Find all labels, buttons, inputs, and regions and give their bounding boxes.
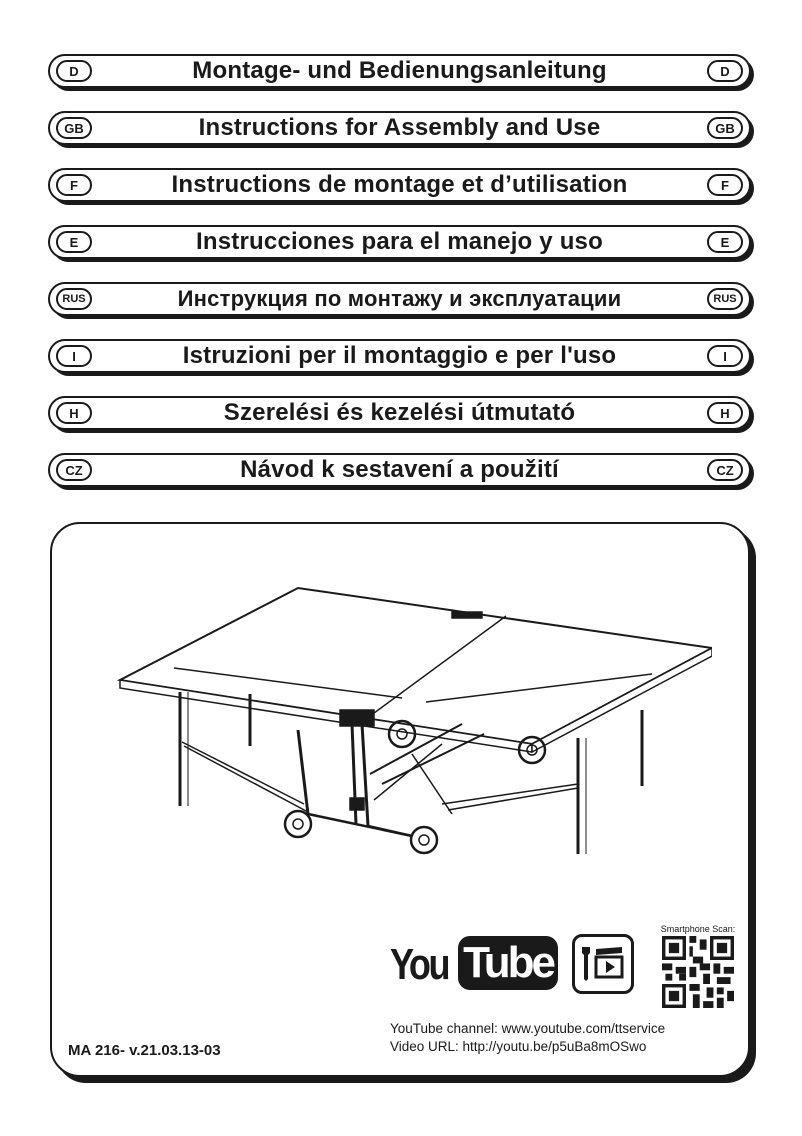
lang-title: Instructions de montage et d’utilisation bbox=[171, 171, 628, 198]
qr-scan-label: Smartphone Scan: bbox=[660, 924, 736, 934]
lang-badge-right: GB bbox=[707, 117, 743, 139]
tool-video-icon bbox=[572, 934, 634, 994]
lang-row-cz bbox=[48, 453, 751, 487]
wrench-clapperboard-icon bbox=[575, 937, 631, 991]
youtube-logo[interactable] bbox=[390, 936, 562, 990]
youtube-logo-tube: Tube bbox=[458, 936, 558, 990]
youtube-logo-you: You bbox=[390, 940, 449, 989]
lang-row-e bbox=[48, 225, 751, 259]
lang-badge-left: CZ bbox=[56, 459, 92, 481]
lang-badge-left: F bbox=[56, 174, 92, 196]
lang-row-i bbox=[48, 339, 751, 373]
product-panel bbox=[50, 522, 750, 1077]
lang-badge-right: CZ bbox=[707, 459, 743, 481]
lang-title: Instrucciones para el manejo y uso bbox=[196, 228, 603, 255]
lang-row-f bbox=[48, 168, 751, 202]
lang-title: Instructions for Assembly and Use bbox=[198, 114, 601, 141]
lang-badge-left: D bbox=[56, 60, 92, 82]
lang-badge-right: I bbox=[707, 345, 743, 367]
lang-badge-right: F bbox=[707, 174, 743, 196]
lang-badge-left: GB bbox=[56, 117, 92, 139]
lang-row-rus bbox=[48, 282, 751, 316]
qr-code-icon[interactable] bbox=[662, 936, 734, 1008]
youtube-video-url[interactable]: Video URL: http://youtu.be/p5uBa8mOSwo bbox=[390, 1039, 647, 1054]
lang-badge-right: E bbox=[707, 231, 743, 253]
document-code: MA 216- v.21.03.13-03 bbox=[68, 1042, 221, 1059]
youtube-info bbox=[390, 1020, 665, 1056]
qr-area bbox=[656, 924, 740, 1013]
lang-badge-right: D bbox=[707, 60, 743, 82]
lang-title: Istruzioni per il montaggio e per l'uso bbox=[182, 342, 617, 369]
lang-title: Montage- und Bedienungsanleitung bbox=[192, 57, 607, 84]
table-tennis-table-illustration bbox=[112, 574, 712, 874]
youtube-channel-link[interactable]: YouTube channel: www.youtube.com/ttservice bbox=[390, 1021, 666, 1036]
lang-badge-left: I bbox=[56, 345, 92, 367]
lang-row-d bbox=[48, 54, 751, 88]
lang-row-gb bbox=[48, 111, 751, 145]
lang-title: Szerelési és kezelési útmutató bbox=[223, 399, 576, 426]
lang-badge-right: H bbox=[707, 402, 743, 424]
lang-badge-left: E bbox=[56, 231, 92, 253]
lang-row-h bbox=[48, 396, 751, 430]
lang-title: Návod k sestavení a použití bbox=[240, 456, 559, 483]
lang-badge-right: RUS bbox=[707, 288, 743, 310]
lang-badge-left: RUS bbox=[56, 288, 92, 310]
lang-title: Инструкция по монтажу и эксплуатации bbox=[177, 286, 622, 311]
lang-badge-left: H bbox=[56, 402, 92, 424]
